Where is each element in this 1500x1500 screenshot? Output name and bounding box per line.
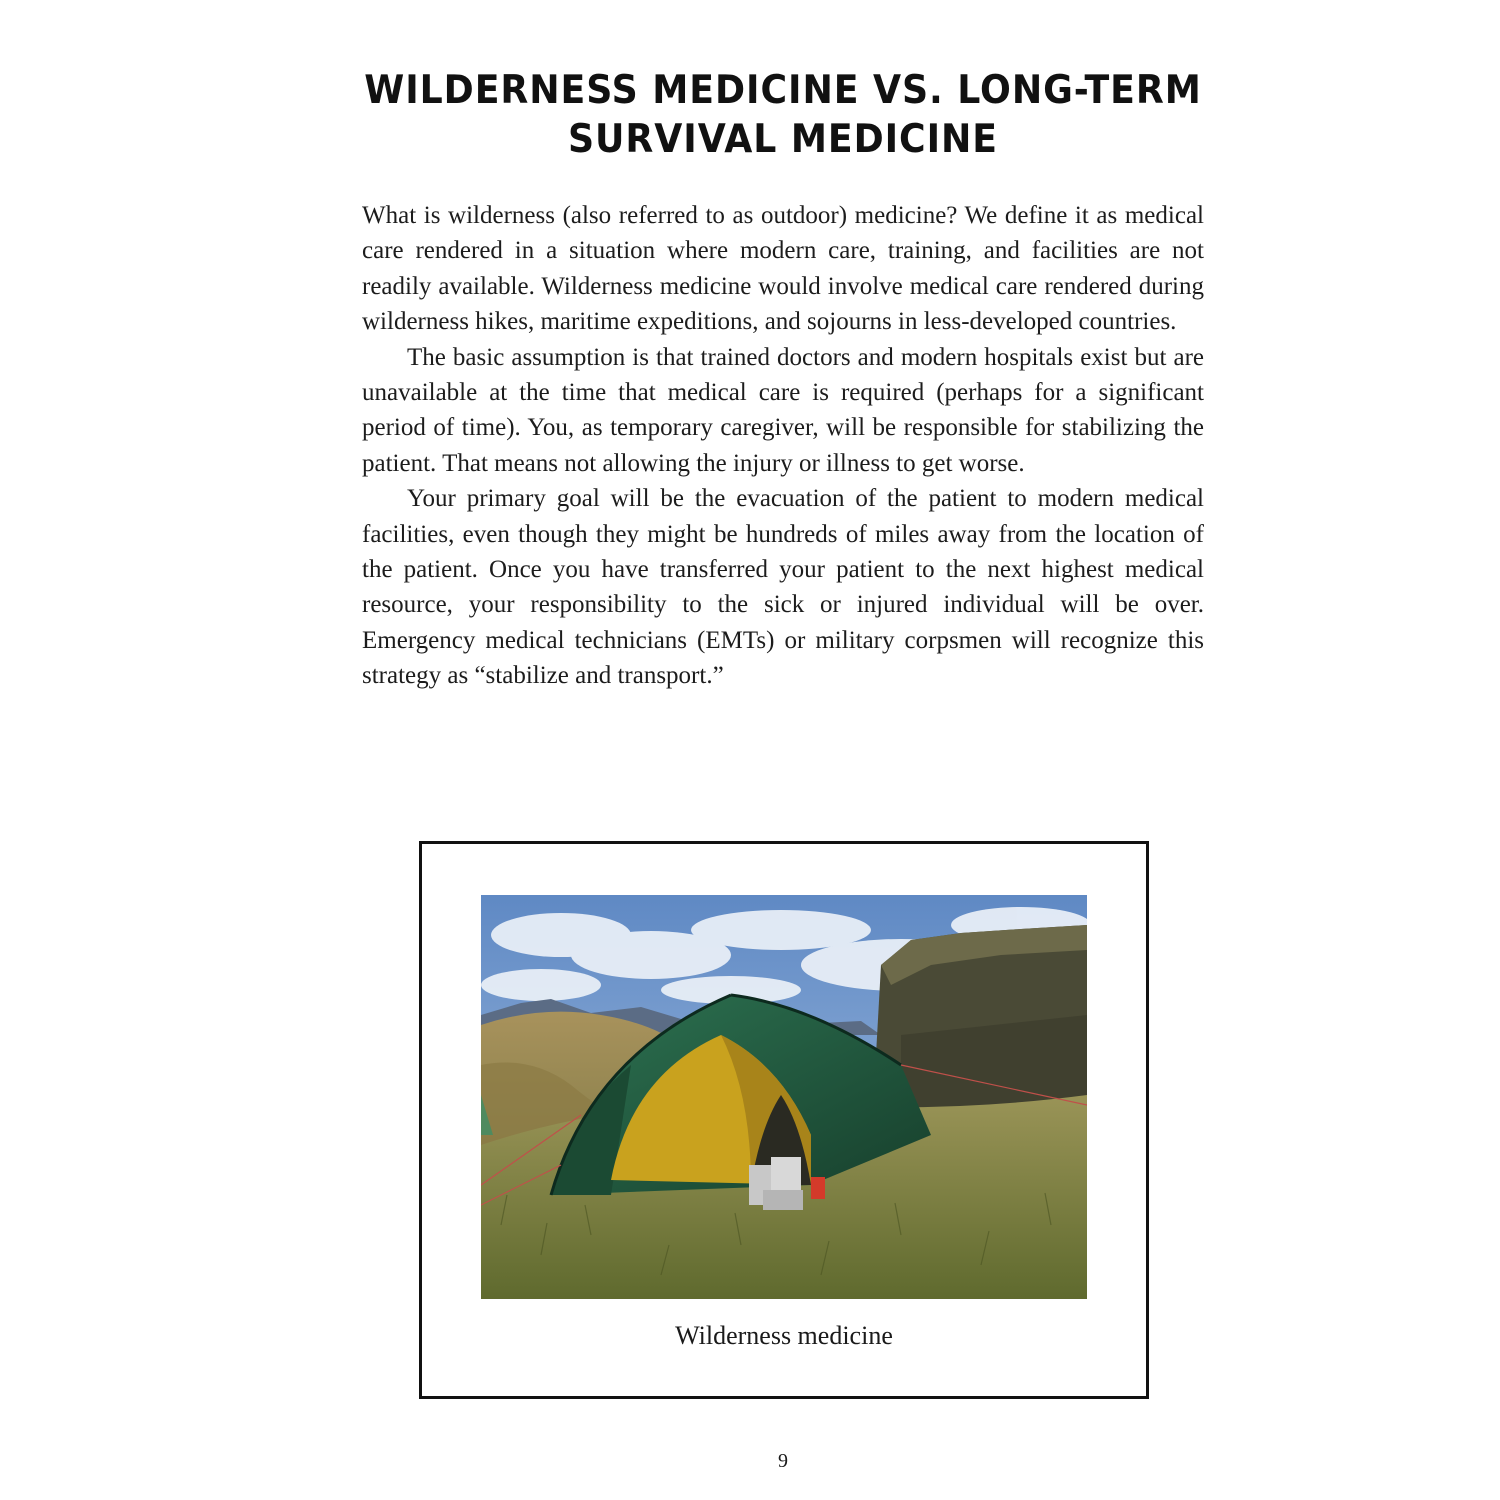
body-text bbox=[362, 198, 1204, 694]
paragraph-2: The basic assumption is that trained doctors and modern hospitals exist but are unavailable at the time that medical care is required (perhaps for a significant period of time). You, as temporary caregiver, will be responsible for stabilizing the patient. That means not allowing the injury or illness to get worse. bbox=[362, 343, 1204, 477]
figure-caption: Wilderness medicine bbox=[675, 1321, 893, 1350]
page-title-line-2: SURVIVAL MEDICINE bbox=[567, 117, 999, 162]
page-title bbox=[334, 66, 1232, 164]
paragraph-3: Your primary goal will be the evacuation of the patient to modern medical facilities, even though they might be hundreds of miles away from the location of the patient. Once you have transferred your patient to the next highest medical resource, your responsibility to the sick or injured individual will be over. Emergency medical technicians (EMTs) or military corpsmen will recognize this strategy as “stabilize and transport.” bbox=[362, 485, 1204, 690]
page-title-line-1: WILDERNESS MEDICINE VS. LONG-TERM bbox=[364, 68, 1202, 113]
tent-photo-illustration bbox=[481, 895, 1087, 1299]
paragraph-1: What is wilderness (also referred to as outdoor) medicine? We define it as medical care rendered in a situation where modern care, training, and facilities are not readily available. Wilderness medicine would involve medical care rendered during wilderness hikes, maritime expeditions, and sojourns in less-developed countries. bbox=[362, 202, 1204, 336]
page-number: 9 bbox=[778, 1450, 788, 1472]
figure-box bbox=[419, 841, 1149, 1399]
tent-photo bbox=[481, 895, 1087, 1299]
